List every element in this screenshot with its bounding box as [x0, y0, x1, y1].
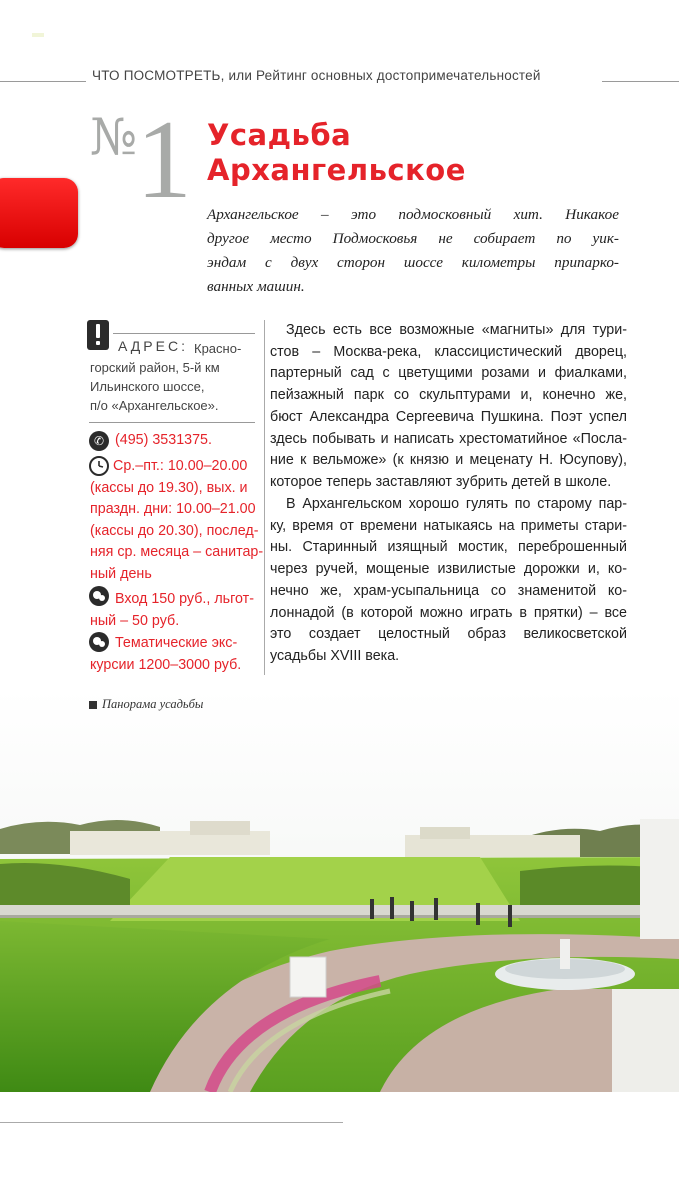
- body-line: усадьбы XVIII века.: [270, 647, 400, 664]
- body-line: ние к вельможе» (к князю и меценату Н. Юсупову),: [270, 452, 627, 469]
- address-line: Ильинского шоссе,: [90, 379, 205, 394]
- price-line: ный – 50 руб.: [90, 612, 180, 629]
- intro-line: ванных машин.: [207, 278, 305, 295]
- body-line: через ручей, мощеные извилистые дорожки и, ко-: [270, 561, 627, 578]
- address-line: п/о «Архангельское».: [90, 398, 219, 413]
- intro-line: другое место Подмосковья не собирает по уик-: [207, 230, 619, 247]
- entry-number: 1: [136, 98, 192, 222]
- header-subtitle: , или Рейтинг основных достопримечательностей: [220, 68, 541, 83]
- address-label: АДРЕС:: [118, 338, 188, 354]
- entry-title: [207, 118, 466, 188]
- number-sign: №: [90, 108, 138, 166]
- column-rule: [264, 320, 265, 675]
- body-line: бюст Александра Сергеевича Пушкина. Поэт успел: [270, 408, 627, 425]
- body-line: партерный сад с цветущими розами и фиалками,: [270, 365, 627, 382]
- body-line: это создает целостный образ великосветской: [270, 626, 627, 643]
- corner-mark: [32, 33, 44, 37]
- intro-line: эндам с двух сторон шоссе километры припарко-: [207, 254, 619, 271]
- title-line-1: Усадьба: [207, 118, 352, 152]
- phone-icon: ✆: [89, 431, 109, 451]
- hours-line: (кассы до 19.30), вых. и: [90, 479, 248, 496]
- body-line: лоннадой (в которой можно играть в прятки) – все: [270, 604, 627, 621]
- body-line: ку, время от времени натыкаясь на приметы стари-: [270, 517, 627, 534]
- body-line: стов – Москва-река, классицистический дворец,: [270, 343, 627, 360]
- body-paragraph-1: [270, 320, 627, 494]
- sidebar-separator: [89, 422, 255, 423]
- chapter-tab: [0, 178, 78, 248]
- body-line: Здесь есть все возможные «магниты» для тури-: [286, 322, 627, 338]
- header-rule-right: [602, 81, 679, 82]
- intro-line: Архангельское – это подмосковный хит. Никакое: [207, 206, 619, 223]
- ticket-icon: [89, 586, 109, 606]
- exclamation-icon-dot: [96, 341, 100, 345]
- body-line: В Архангельском хорошо гулять по старому пар-: [286, 496, 627, 512]
- estate-panorama-photo: [0, 689, 679, 1092]
- address-rule: [113, 333, 255, 334]
- body-line: пейзажный парк со скульптурами и, конечно же,: [270, 387, 627, 404]
- address-line: Красно-: [194, 341, 242, 356]
- body-paragraph-2: [270, 494, 627, 668]
- hours-line: праздн. дни: 10.00–21.00: [90, 501, 256, 517]
- hours-line: (кассы до 20.30), послед-: [90, 522, 259, 539]
- body-line: здесь побывать и написать хрестоматийное «Посла-: [270, 430, 627, 447]
- header-rule-left: [0, 81, 86, 82]
- tour-icon: [89, 632, 109, 652]
- photo-caption: Панорама усадьбы: [102, 697, 204, 711]
- tour-line: курсии 1200–3000 руб.: [90, 656, 242, 673]
- hours-line: няя ср. месяца – санитар-: [90, 544, 264, 560]
- caption-marker: [89, 701, 97, 709]
- title-line-2: Архангельское: [207, 153, 466, 187]
- body-line: ны. Старинный изящный мостик, переброшенный: [270, 539, 627, 556]
- hours-line: Ср.–пт.: 10.00–20.00: [113, 458, 248, 474]
- hours-line: ный день: [90, 565, 152, 582]
- address-line: горский район, 5-й км: [90, 360, 220, 375]
- intro-text: [207, 203, 619, 299]
- clock-icon: [89, 456, 109, 476]
- price-line: Вход 150 руб., льгот-: [115, 591, 254, 607]
- phone-number: (495) 3531375.: [115, 432, 212, 448]
- body-line: которое теперь заставляют зубрить детей в школе.: [270, 473, 612, 490]
- bottom-rule: [0, 1122, 343, 1123]
- running-header: [92, 68, 541, 83]
- tour-line: Тематические экс-: [115, 635, 238, 651]
- body-line: нечно же, храм-усыпальница со знаменитой ко-: [270, 582, 627, 599]
- header-section: ЧТО ПОСМОТРЕТЬ: [92, 68, 221, 83]
- exclamation-icon-bar: [96, 324, 100, 338]
